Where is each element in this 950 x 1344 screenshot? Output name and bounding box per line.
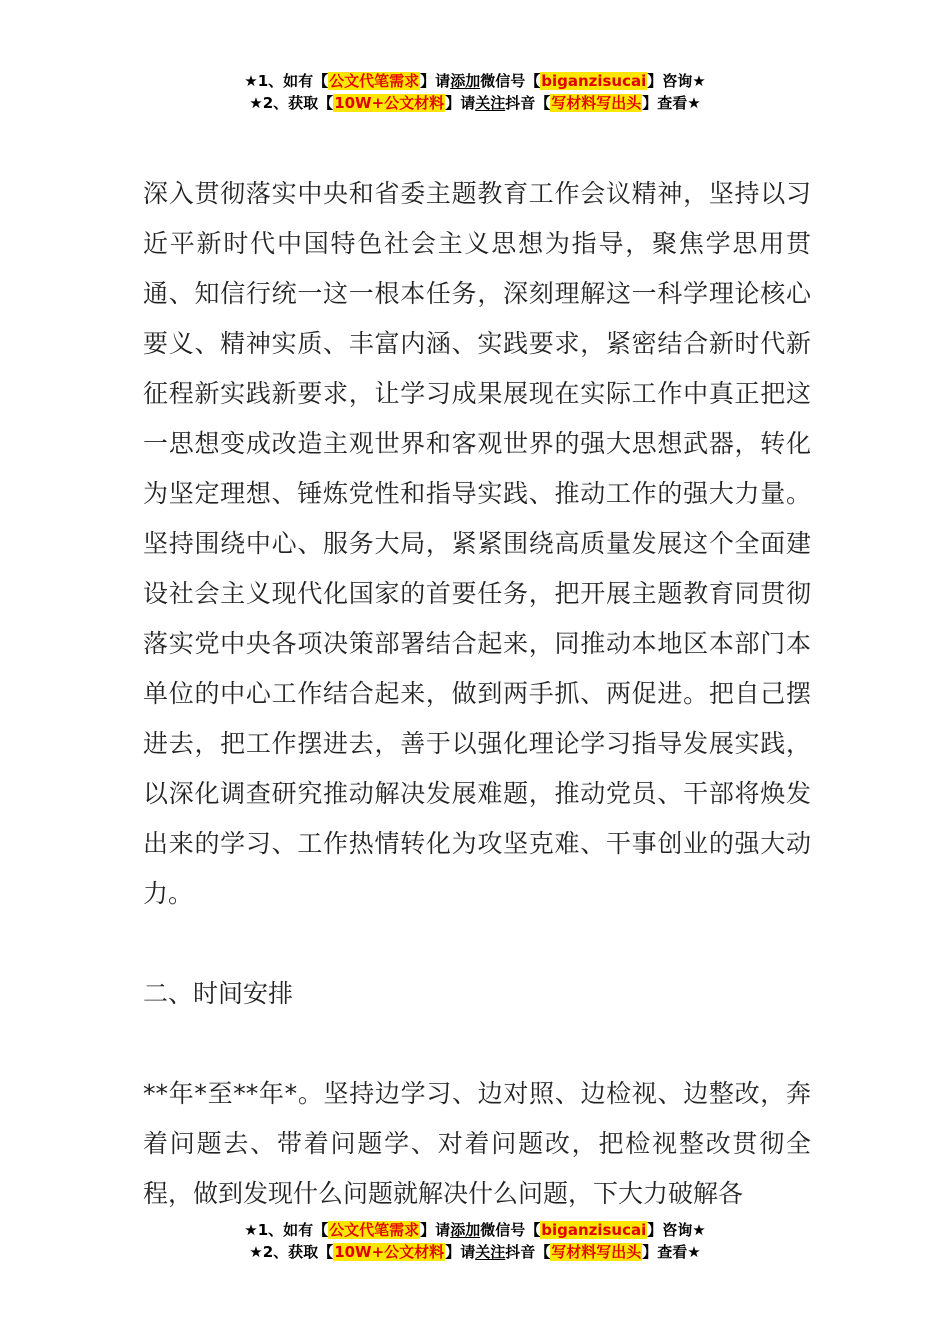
banner-text: 】请 [420, 1221, 451, 1239]
banner-text: 抖音【 [505, 1243, 551, 1261]
banner-text: 】查看★ [642, 94, 701, 112]
paragraph-2: **年*至**年*。坚持边学习、边对照、边检视、边整改，奔着问题去、带着问题学、对着问题改，把检视整改贯彻全程，做到发现什么问题就解决什么问题，下大力破解各 [143, 1079, 811, 1208]
section-heading: 二、时间安排 [143, 979, 294, 1008]
underlined-text: 关注 [475, 1243, 506, 1261]
banner-text: 抖音【 [505, 94, 551, 112]
banner-line-2 [0, 1241, 950, 1263]
highlight-materials: 10W+公文材料 [334, 1243, 445, 1261]
banner-text: 】请 [445, 1243, 476, 1261]
banner-text: 】查看★ [642, 1243, 701, 1261]
header-banner [0, 70, 950, 114]
banner-text: 微信号【 [480, 1221, 541, 1239]
banner-text: 】请 [445, 94, 476, 112]
highlight-wechat-id: biganzisucai [541, 72, 647, 90]
banner-line-1 [0, 70, 950, 92]
banner-text: ★1、如有【 [244, 1221, 329, 1239]
banner-text: ★1、如有【 [244, 72, 329, 90]
highlight-douyin-id: 写材料写出头 [551, 94, 642, 112]
banner-text: ★2、获取【 [249, 1243, 334, 1261]
banner-text: 】咨询★ [647, 72, 706, 90]
highlight-wechat-id: biganzisucai [541, 1221, 647, 1239]
footer-banner [0, 1219, 950, 1263]
banner-line-1 [0, 1219, 950, 1241]
highlight-materials: 10W+公文材料 [334, 94, 445, 112]
banner-line-2 [0, 92, 950, 114]
highlight-service: 公文代笔需求 [329, 1221, 420, 1239]
highlight-douyin-id: 写材料写出头 [551, 1243, 642, 1261]
underlined-text: 添加 [450, 72, 481, 90]
banner-text: 微信号【 [480, 72, 541, 90]
underlined-text: 添加 [450, 1221, 481, 1239]
banner-text: ★2、获取【 [249, 94, 334, 112]
underlined-text: 关注 [475, 94, 506, 112]
banner-text: 】请 [420, 72, 451, 90]
paragraph-1: 深入贯彻落实中央和省委主题教育工作会议精神，坚持以习近平新时代中国特色社会主义思想为指导，聚焦学思用贯通、知信行统一这一根本任务，深刻理解这一科学理论核心要义、精神实质、丰富内涵、实践要求，紧密结合新时代新征程新实践新要求，让学习成果展现在实际工作中真正把这一思想变成改造主观世界和客观世界的强大思想武器，转化为坚定理想、锤炼党性和指导实践、推动工作的强大力量。坚持围绕中心、服务大局，紧紧围绕高质量发展这个全面建设社会主义现代化国家的首要任务，把开展主题教育同贯彻落实党中央各项决策部署结合起来，同推动本地区本部门本单位的中心工作结合起来，做到两手抓、两促进。把自己摆进去，把工作摆进去，善于以强化理论学习指导发展实践，以深化调查研究推动解决发展难题，推动党员、干部将焕发出来的学习、工作热情转化为攻坚克难、干事创业的强大动力。 [143, 179, 811, 908]
highlight-service: 公文代笔需求 [329, 72, 420, 90]
banner-text: 】咨询★ [647, 1221, 706, 1239]
